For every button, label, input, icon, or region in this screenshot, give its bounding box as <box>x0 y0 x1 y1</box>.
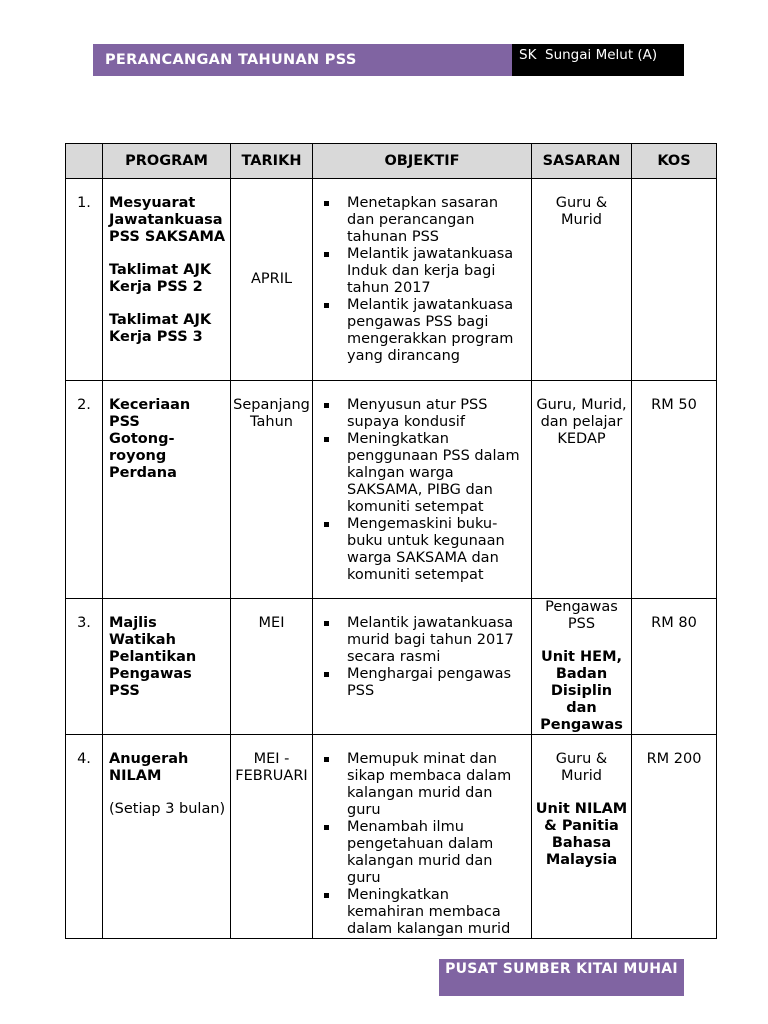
cost-cell <box>632 179 717 381</box>
date-cell: Sepanjang Tahun <box>231 381 313 599</box>
row-number: 4. <box>66 735 103 939</box>
target-cell: Guru, Murid, dan pelajar KEDAP <box>532 381 632 599</box>
program-name: Anugerah NILAM <box>109 751 189 784</box>
target-cell: Guru & Murid <box>532 179 632 381</box>
program-name: Majlis Watikah Pelantikan Pengawas PSS <box>109 615 197 699</box>
cost-cell: RM 200 <box>632 735 717 939</box>
program-cell <box>103 179 231 381</box>
objective-item: Menghargai pengawas PSS <box>319 666 527 700</box>
table-row <box>66 735 717 939</box>
responsible-unit: Unit NILAM & Panitia Bahasa Malaysia <box>535 801 628 868</box>
document-title: PERANCANGAN TAHUNAN PSS <box>93 44 512 76</box>
header-number <box>66 144 103 179</box>
header-objektif: OBJEKTIF <box>313 144 532 179</box>
objective-item: Menetapkan sasaran dan perancangan tahunan PSS <box>319 195 527 246</box>
objective-item: Melantik jawatankuasa Induk dan kerja bagi tahun 2017 <box>319 246 527 297</box>
school-name: SK Sungai Melut (A) <box>512 44 684 76</box>
table-row <box>66 381 717 599</box>
row-number: 1. <box>66 179 103 381</box>
program-cell <box>103 381 231 599</box>
program-cell <box>103 735 231 939</box>
objective-cell <box>313 599 532 735</box>
header-tarikh: TARIKH <box>231 144 313 179</box>
objective-item: Memupuk minat dan sikap membaca dalam kalangan murid dan guru <box>319 751 527 819</box>
objective-item: Melantik jawatankuasa pengawas PSS bagi mengerakkan program yang dirancang <box>319 297 527 365</box>
header-program: PROGRAM <box>103 144 231 179</box>
header-sasaran: SASARAN <box>532 144 632 179</box>
table-row <box>66 179 717 381</box>
date-cell: MEI <box>231 599 313 735</box>
objective-item: Meningkatkan penggunaan PSS dalam kalngan warga SAKSAMA, PIBG dan komuniti setempat <box>319 431 527 516</box>
program-cell <box>103 599 231 735</box>
target-group: Guru & Murid <box>555 751 608 784</box>
cost-cell: RM 80 <box>632 599 717 735</box>
cost-cell: RM 50 <box>632 381 717 599</box>
row-number: 3. <box>66 599 103 735</box>
target-cell <box>532 599 632 735</box>
responsible-unit: Unit HEM, Badan Disiplin dan Pengawas <box>540 649 623 733</box>
objective-item: Menambah ilmu pengetahuan dalam kalangan murid dan guru <box>319 819 527 887</box>
program-name: Taklimat AJK Kerja PSS 3 <box>109 312 212 345</box>
program-name: Mesyuarat Jawatankuasa PSS SAKSAMA <box>109 195 226 245</box>
date-cell: APRIL <box>231 179 313 381</box>
row-number: 2. <box>66 381 103 599</box>
target-cell <box>532 735 632 939</box>
program-note: (Setiap 3 bulan) <box>109 801 226 817</box>
table-header-row <box>66 144 717 179</box>
page-header <box>93 44 684 76</box>
header-kos: KOS <box>632 144 717 179</box>
objective-item: Meningkatkan kemahiran membaca dalam kalangan murid <box>319 887 527 938</box>
target-group: Pengawas PSS <box>545 599 618 632</box>
objective-item: Melantik jawatankuasa murid bagi tahun 2017 secara rasmi <box>319 615 527 666</box>
objective-cell <box>313 179 532 381</box>
footer-label: PUSAT SUMBER KITAI MUHAI <box>439 959 684 996</box>
table-row <box>66 599 717 735</box>
program-name: Gotong-royong Perdana <box>109 431 177 481</box>
date-cell: MEI - FEBRUARI <box>231 735 313 939</box>
program-name: Taklimat AJK Kerja PSS 2 <box>109 262 212 295</box>
objective-item: Menyusun atur PSS supaya kondusif <box>319 397 527 431</box>
objective-cell <box>313 735 532 939</box>
objective-cell <box>313 381 532 599</box>
objective-item: Mengemaskini buku-buku untuk kegunaan warga SAKSAMA dan komuniti setempat <box>319 516 527 584</box>
annual-plan-table <box>65 143 717 939</box>
program-name: Keceriaan PSS <box>109 397 191 430</box>
